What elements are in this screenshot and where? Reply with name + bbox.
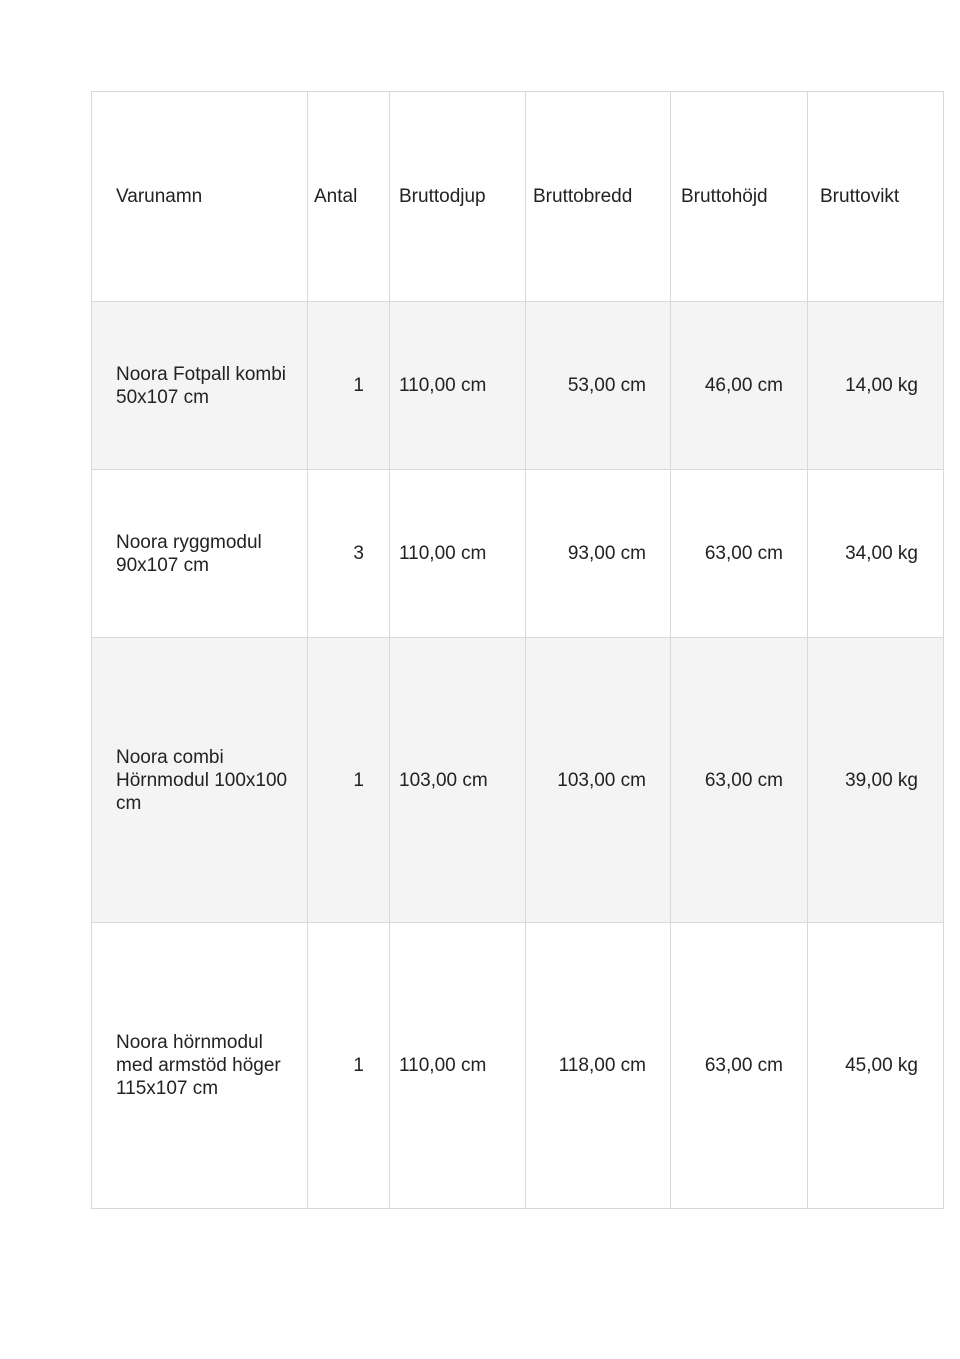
cell-gross-width: 53,00 cm <box>526 302 671 470</box>
header-bruttohojd: Bruttohöjd <box>671 92 808 302</box>
cell-product-name <box>92 638 308 923</box>
table-header <box>92 92 944 302</box>
header-antal: Antal <box>308 92 390 302</box>
cell-gross-width: 103,00 cm <box>526 638 671 923</box>
cell-quantity: 3 <box>308 470 390 638</box>
table-row <box>92 638 944 923</box>
table-body <box>92 302 944 1209</box>
product-dimensions-table <box>91 91 944 1209</box>
cell-gross-depth: 103,00 cm <box>390 638 526 923</box>
table-row <box>92 302 944 470</box>
cell-product-name <box>92 923 308 1209</box>
cell-quantity: 1 <box>308 923 390 1209</box>
product-name-text: Noora Fotpall kombi 50x107 cm <box>116 363 287 408</box>
cell-product-name <box>92 470 308 638</box>
header-bruttodjup: Bruttodjup <box>390 92 526 302</box>
cell-gross-weight: 34,00 kg <box>808 470 944 638</box>
cell-quantity: 1 <box>308 302 390 470</box>
cell-gross-weight: 14,00 kg <box>808 302 944 470</box>
table-row <box>92 923 944 1209</box>
cell-gross-weight: 39,00 kg <box>808 638 944 923</box>
cell-gross-height: 63,00 cm <box>671 923 808 1209</box>
cell-gross-depth: 110,00 cm <box>390 302 526 470</box>
cell-product-name <box>92 302 308 470</box>
cell-gross-width: 93,00 cm <box>526 470 671 638</box>
cell-gross-depth: 110,00 cm <box>390 470 526 638</box>
cell-gross-width: 118,00 cm <box>526 923 671 1209</box>
cell-gross-height: 46,00 cm <box>671 302 808 470</box>
cell-gross-height: 63,00 cm <box>671 638 808 923</box>
cell-gross-height: 63,00 cm <box>671 470 808 638</box>
header-bruttobredd: Bruttobredd <box>526 92 671 302</box>
header-bruttovikt: Bruttovikt <box>808 92 944 302</box>
header-row <box>92 92 944 302</box>
product-name-text: Noora hörnmodul med armstöd höger 115x107 cm <box>116 1032 281 1099</box>
product-name-text: Noora combi Hörnmodul 100x100 cm <box>116 746 288 814</box>
cell-gross-weight: 45,00 kg <box>808 923 944 1209</box>
header-varunamn: Varunamn <box>92 92 308 302</box>
table-row <box>92 470 944 638</box>
cell-gross-depth: 110,00 cm <box>390 923 526 1209</box>
product-name-text: Noora ryggmodul 90x107 cm <box>116 531 262 576</box>
cell-quantity: 1 <box>308 638 390 923</box>
